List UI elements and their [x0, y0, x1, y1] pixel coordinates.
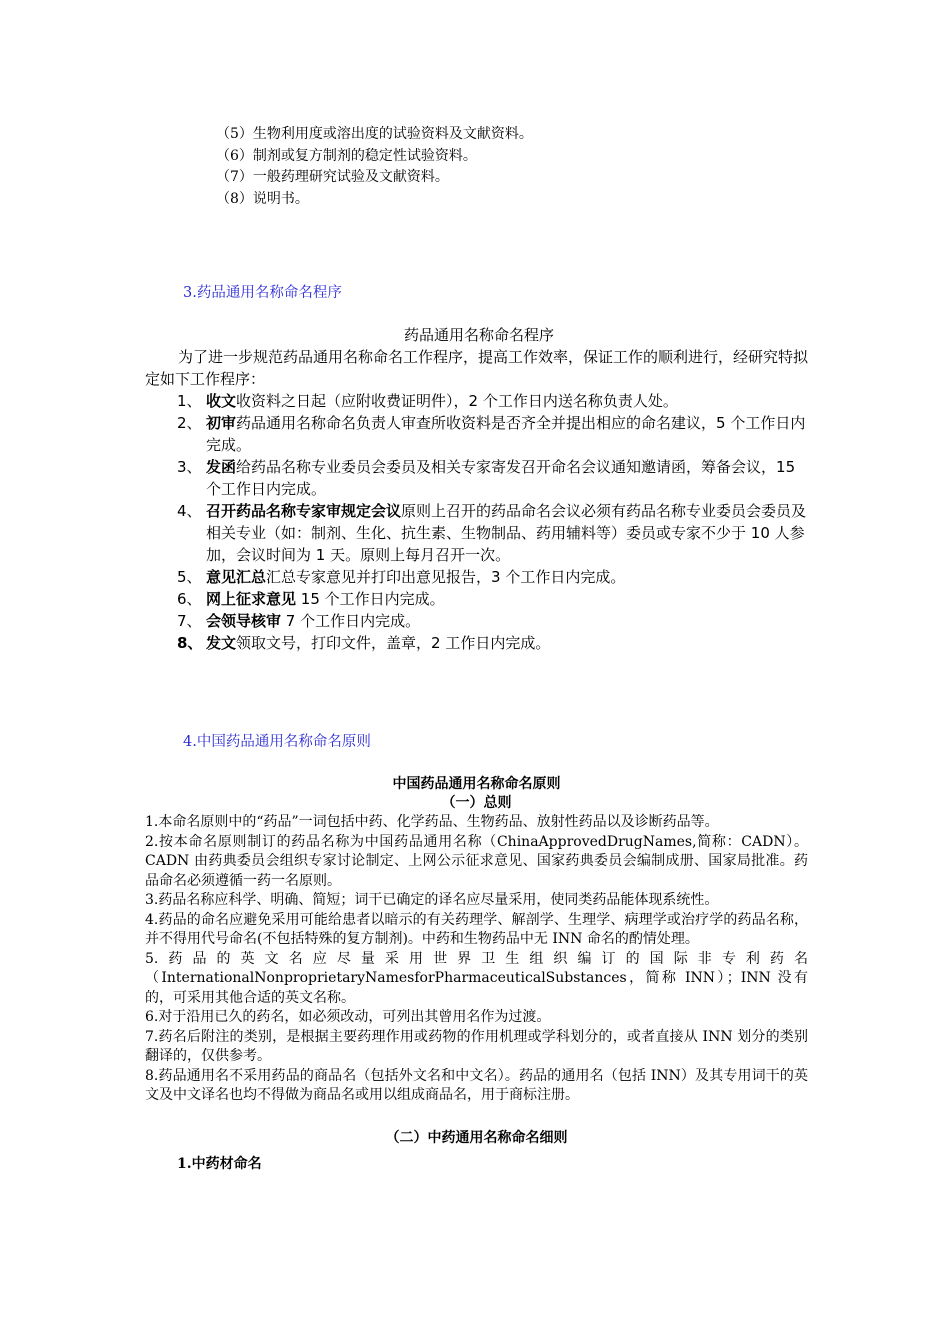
- procedure-step: [145, 456, 813, 500]
- step-keyword: 收文: [206, 392, 237, 410]
- principle-item: 3.药品名称应科学、明确、简短；词干已确定的译名应尽量采用，使同类药品能体现系统性。: [145, 892, 719, 908]
- step-number: 4、: [177, 502, 202, 520]
- procedure-step: [145, 610, 813, 632]
- section-2-item-1: 1.中药材命名: [177, 1155, 262, 1172]
- step-number: 8、: [177, 634, 203, 652]
- procedure-step: [145, 500, 813, 566]
- principle-item: 5.药品的英文名应尽量采用世界卫生组织编订的国际非专利药名（InternationalNonproprietaryNamesforPharmaceuticalSubstances，简称 INN）；INN 没有的，可采用其他合适的英文名称。: [145, 950, 808, 1006]
- step-keyword: 发函: [206, 458, 237, 476]
- principle-item: 7.药名后附注的类别，是根据主要药理作用或药物的作用机理或学科划分的，或者直接从 INN 划分的类别翻译的，仅供参考。: [145, 1028, 808, 1064]
- procedure-step: [145, 566, 813, 588]
- step-text: 15 个工作日内完成。: [296, 590, 445, 608]
- step-number: 6、: [177, 590, 202, 608]
- principles-subtitle: （一）总则: [441, 795, 512, 811]
- step-keyword: 初审: [206, 414, 237, 432]
- procedure-step: [145, 632, 813, 654]
- step-number: 7、: [177, 612, 202, 630]
- section-3-number: 3.: [183, 285, 197, 301]
- list-item: （8）说明书。: [216, 190, 309, 207]
- principle-item: 1.本命名原则中的“药品”一词包括中药、化学药品、生物药品、放射性药品以及诊断药品等。: [145, 814, 719, 830]
- step-text: 药品通用名称命名负责人审查所收资料是否齐全并提出相应的命名建议，5 个工作日内完成。: [206, 414, 806, 454]
- step-number: 2、: [177, 414, 202, 432]
- step-keyword: 意见汇总: [206, 568, 267, 586]
- step-keyword: 召开药品名称专家审规定会议: [206, 502, 402, 520]
- step-text: 7 个工作日内完成。: [281, 612, 421, 630]
- list-item: （7）一般药理研究试验及文献资料。: [216, 169, 449, 185]
- procedure-step: [145, 390, 813, 412]
- section-3-title: 药品通用名称命名程序: [196, 285, 342, 301]
- principle-item: 8.药品通用名不采用药品的商品名（包括外文名和中文名）。药品的通用名（包括 INN）及其专用词干的英文及中文译名也均不得做为商品名或用以组成商品名，用于商标注册。: [145, 1067, 808, 1103]
- principles-title: 中国药品通用名称命名原则: [392, 776, 561, 792]
- step-text: 汇总专家意见并打印出意见报告，3 个工作日内完成。: [266, 568, 626, 586]
- step-text: 原则上召开的药品命名会议必须有药品名称专业委员会委员及相关专业（如：制剂、生化、抗生素、生物制品、药用辅料等）委员或专家不少于 10 人参加，会议时间为 1 天。原则上每月召开一次。: [206, 502, 807, 564]
- principle-item: 4.药品的命名应避免采用可能给患者以暗示的有关药理学、解剖学、生理学、病理学或治疗学的药品名称，并不得用代号命名(不包括特殊的复方制剂)。中药和生物药品中无 INN 命名的酌情处理。: [145, 911, 808, 947]
- step-text: 收资料之日起（应附收费证明件），2 个工作日内送名称负责人处。: [236, 392, 678, 410]
- procedure-step: [145, 588, 813, 610]
- procedure-section: [145, 324, 813, 654]
- step-text: 领取文号，打印文件，盖章，2 工作日内完成。: [236, 634, 551, 652]
- list-item: （5）生物利用度或溶出度的试验资料及文献资料。: [216, 126, 533, 142]
- step-keyword: 会领导核审: [206, 612, 282, 630]
- principle-item: 2.按本命名原则制订的药品名称为中国药品通用名称（ChinaApprovedDrugNames,简称：CADN）。CADN 由药典委员会组织专家讨论制定、上网公示征求意见、国家药典委员会编制成册、国家局批准。药品命名必须遵循一药一名原则。: [145, 833, 808, 889]
- section-2-title: （二）中药通用名称命名细则: [385, 1129, 568, 1146]
- step-text: 给药品名称专业委员会委员及相关专家寄发召开命名会议通知邀请函，筹备会议，15 个工作日内完成。: [206, 458, 796, 498]
- principles-section: [145, 775, 808, 1174]
- section-4-heading-link[interactable]: [183, 730, 371, 751]
- section-4-number: 4.: [183, 734, 197, 750]
- procedure-steps: [145, 390, 813, 654]
- step-number: 1、: [177, 392, 202, 410]
- materials-list: [216, 124, 533, 210]
- procedure-intro: 为了进一步规范药品通用名称命名工作程序，提高工作效率，保证工作的顺利进行，经研究特拟定如下工作程序：: [145, 348, 809, 388]
- principle-item: 6.对于沿用已久的药名，如必须改动，可列出其曾用名作为过渡。: [145, 1009, 551, 1025]
- procedure-step: [145, 412, 813, 456]
- step-number: 3、: [177, 458, 202, 476]
- section-4-title: 中国药品通用名称命名原则: [196, 734, 371, 750]
- step-keyword: 网上征求意见: [206, 590, 297, 608]
- step-keyword: 发文: [206, 634, 237, 652]
- list-item: （6）制剂或复方制剂的稳定性试验资料。: [216, 147, 477, 164]
- procedure-title: 药品通用名称命名程序: [403, 326, 554, 344]
- section-3-heading-link[interactable]: [183, 281, 342, 302]
- step-number: 5、: [177, 568, 202, 586]
